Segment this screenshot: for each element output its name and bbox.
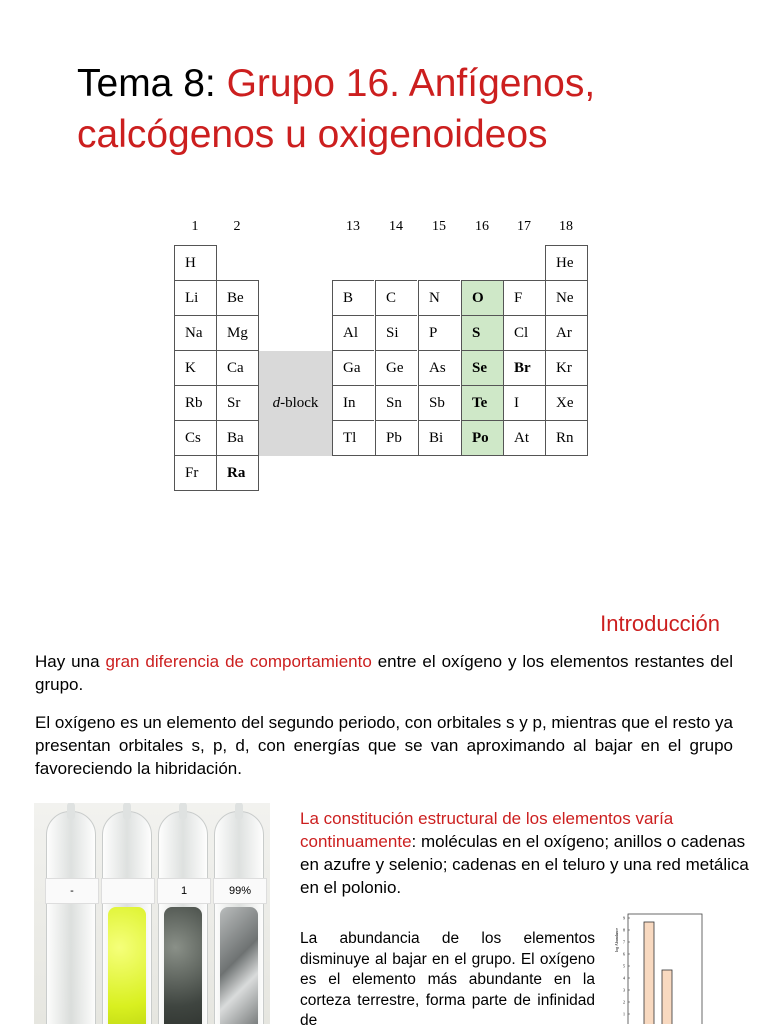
element-br: Br xyxy=(503,350,545,385)
chart-tick-label: 2 xyxy=(623,999,625,1005)
d-block-label: -block xyxy=(280,395,319,411)
element-ba: Ba xyxy=(216,420,258,455)
ampoule-tellurium-silver xyxy=(214,811,264,1024)
ampoule-tip xyxy=(67,803,75,820)
element-ra: Ra xyxy=(216,455,258,490)
bar-oxygen xyxy=(644,922,654,1024)
element-ga: Ga xyxy=(332,350,374,385)
periodic-table xyxy=(0,0,768,500)
d-block xyxy=(259,351,332,456)
ampoule-selenium-gray xyxy=(158,811,208,1024)
element-sr: Sr xyxy=(216,385,258,420)
title-prefix: Tema 8: xyxy=(77,62,227,105)
ampoule-sulfur-yellow xyxy=(102,811,152,1024)
group-number-14: 14 xyxy=(389,219,403,234)
ampoule-label xyxy=(101,878,155,904)
group-number-13: 13 xyxy=(346,219,360,234)
element-in: In xyxy=(332,385,374,420)
element-cs: Cs xyxy=(174,420,216,455)
paragraph-abundance: La abundancia de los elementos disminuye al bajar en el grupo. El oxígeno es el elemento más abundante en la corteza terrestre, forma parte de infinidad de xyxy=(300,930,595,1029)
element-te: Te xyxy=(461,385,503,420)
ampoule-label: 99% xyxy=(213,878,267,904)
element-al: Al xyxy=(332,315,374,350)
p3-highlight: La constitución estructural de los elementos varía continuamente xyxy=(300,809,674,851)
element-s: S xyxy=(461,315,503,350)
table-border xyxy=(174,490,259,491)
element-pb: Pb xyxy=(375,420,417,455)
element-ca: Ca xyxy=(216,350,258,385)
element-f: F xyxy=(503,280,545,315)
table-border xyxy=(545,245,588,246)
chart-tick-label: 8 xyxy=(623,927,625,933)
element-bi: Bi xyxy=(418,420,460,455)
group-number-17: 17 xyxy=(517,219,531,234)
element-h: H xyxy=(174,245,216,280)
ampoule-contents xyxy=(108,907,146,1024)
element-rb: Rb xyxy=(174,385,216,420)
section-title: Introducción xyxy=(600,611,720,636)
element-he: He xyxy=(545,245,587,280)
element-tl: Tl xyxy=(332,420,374,455)
element-ge: Ge xyxy=(375,350,417,385)
chart-tick-label: 5 xyxy=(623,963,625,969)
ampoule-label: - xyxy=(45,878,99,904)
element-po: Po xyxy=(461,420,503,455)
d-block-italic: d xyxy=(272,395,281,411)
element-sb: Sb xyxy=(418,385,460,420)
element-c: C xyxy=(375,280,417,315)
ampoule-tip xyxy=(123,803,131,820)
ampoule-contents xyxy=(220,907,258,1024)
ampoule-label: 1 xyxy=(157,878,211,904)
ampoules-photo xyxy=(34,803,270,1024)
element-si: Si xyxy=(375,315,417,350)
p1-before: Hay una xyxy=(35,652,106,671)
element-b: B xyxy=(332,280,374,315)
ampoule-tip xyxy=(179,803,187,820)
p1-after: entre el oxígeno y los elementos restantes del grupo. xyxy=(35,652,733,694)
element-sn: Sn xyxy=(375,385,417,420)
element-at: At xyxy=(503,420,545,455)
chart-ylabel: log Abundance xyxy=(614,927,619,952)
group-number-15: 15 xyxy=(432,219,446,234)
bar-sulfur xyxy=(662,970,672,1024)
chart-tick-label: 4 xyxy=(623,975,625,981)
element-ar: Ar xyxy=(545,315,587,350)
element-ne: Ne xyxy=(545,280,587,315)
element-kr: Kr xyxy=(545,350,587,385)
title-highlight: Grupo 16. Anfígenos, calcógenos u oxigenoideos xyxy=(77,62,596,156)
group-number-18: 18 xyxy=(559,219,573,234)
p1-highlight: gran diferencia de comportamiento xyxy=(105,652,372,671)
table-border xyxy=(332,455,588,456)
element-as: As xyxy=(418,350,460,385)
element-se: Se xyxy=(461,350,503,385)
paragraph-difference xyxy=(35,650,733,696)
paragraph-structure xyxy=(300,807,760,899)
element-p: P xyxy=(418,315,460,350)
element-rn: Rn xyxy=(545,420,587,455)
element-fr: Fr xyxy=(174,455,216,490)
element-xe: Xe xyxy=(545,385,587,420)
chart-tick-label: 7 xyxy=(623,939,625,945)
abundance-chart xyxy=(614,912,706,1024)
chart-tick-label: 1 xyxy=(623,1011,625,1017)
ampoule-contents xyxy=(164,907,202,1024)
table-border xyxy=(587,245,588,456)
ampoule-tip xyxy=(235,803,243,820)
chart-tick-label: 3 xyxy=(623,987,625,993)
element-o: O xyxy=(461,280,503,315)
table-border xyxy=(258,280,259,490)
ampoule-empty xyxy=(46,811,96,1024)
element-cl: Cl xyxy=(503,315,545,350)
chart-tick-label: 9 xyxy=(623,915,625,921)
element-i: I xyxy=(503,385,545,420)
group-number-2: 2 xyxy=(233,219,241,234)
group-number-1: 1 xyxy=(191,219,199,234)
chart-tick-label: 6 xyxy=(623,951,625,957)
group-number-16: 16 xyxy=(475,219,489,234)
element-li: Li xyxy=(174,280,216,315)
table-border xyxy=(216,245,217,280)
element-mg: Mg xyxy=(216,315,258,350)
element-na: Na xyxy=(174,315,216,350)
paragraph-oxygen: El oxígeno es un elemento del segundo periodo, con orbitales s y p, mientras que el resto ya presentan orbitales s, p, d, con energías que se van aproximando al bajar en el grupo favoreciendo la hibridación. xyxy=(35,713,733,778)
element-n: N xyxy=(418,280,460,315)
p3-after: : moléculas en el oxígeno; anillos o cadenas en azufre y selenio; cadenas en el teluro y una red metálica en el polonio. xyxy=(300,832,749,897)
element-be: Be xyxy=(216,280,258,315)
element-k: K xyxy=(174,350,216,385)
